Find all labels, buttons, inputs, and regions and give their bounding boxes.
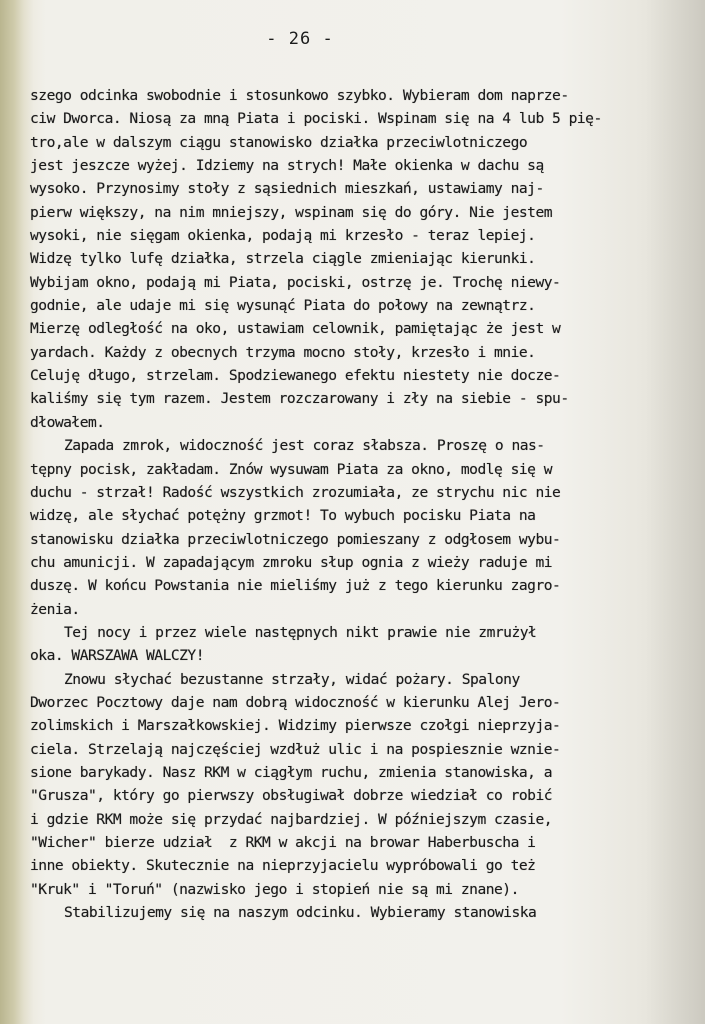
text-line: Wybijam okno, podają mi Piata, pociski, ostrzę je. Trochę niewy- <box>30 273 561 291</box>
text-line: i gdzie RKM może się przydać najbardziej. W późniejszym czasie, <box>30 810 553 828</box>
text-line: tro,ale w dalszym ciągu stanowisko działka przeciwlotniczego <box>30 133 528 151</box>
text-line: Widzę tylko lufę działka, strzela ciągle zmieniając kierunki. <box>30 250 536 268</box>
text-line: chu amunicji. W zapadającym zmroku słup ognia z wieży raduje mi <box>30 553 553 571</box>
text-line: godnie, ale udaje mi się wysunąć Piata do połowy na zewnątrz. <box>30 297 536 315</box>
text-line: duchu - strzał! Radość wszystkich zrozumiała, ze strychu nic nie <box>30 483 561 501</box>
text-line: kaliśmy się tym razem. Jestem rozczarowany i zły na siebie - spu- <box>30 390 569 408</box>
text-line: duszę. W końcu Powstania nie mieliśmy już z tego kierunku zagro- <box>30 577 561 595</box>
text-line: szego odcinka swobodnie i stosunkowo szybko. Wybieram dom naprze- <box>30 87 569 104</box>
text-line: jest jeszcze wyżej. Idziemy na strych! Małe okienka w dachu są <box>30 157 544 175</box>
text-line: żenia. <box>30 600 80 618</box>
text-line: Celuję długo, strzelam. Spodziewanego efektu niestety nie doczе- <box>30 367 561 385</box>
text-line: "Grusza", który go pierwszy obsługiwał dobrze wiedział co robić <box>30 787 553 805</box>
text-line: stanowisku działka przeciwlotniczego pomieszany z odgłosem wybu- <box>30 530 561 548</box>
text-line: "Kruk" i "Toruń" (nazwisko jego i stopień nie są mi znane). <box>30 880 519 898</box>
text-line: ciw Dworca. Niosą za mną Piata i pociski. Wspinam się na 4 lub 5 pię- <box>30 110 602 128</box>
text-line: dłowałem. <box>30 413 105 431</box>
text-line: Dworzec Pocztowy daje nam dobrą widoczność w kierunku Alej Jero- <box>30 693 561 711</box>
text-line: Znowu słychać bezustanne strzały, widać pożary. Spalony <box>64 670 520 688</box>
text-line: zolimskich i Marszałkowskiej. Widzimy pierwsze czołgi nieprzyja- <box>30 717 561 735</box>
text-line: Tej nocy i przez wiele następnych nikt prawie nie zmrużył <box>64 623 537 641</box>
text-line: wysoki, nie sięgam okienka, podają mi krzesło - teraz lepiej. <box>30 227 536 245</box>
typed-body-text <box>30 84 690 924</box>
text-line: pierw większy, na nim mniejszy, wspinam się do góry. Nie jestem <box>30 203 553 221</box>
text-line: widzę, ale słychać potężny grzmot! To wybuch pocisku Piata na <box>30 507 536 525</box>
page-number: - 26 - <box>266 29 334 49</box>
text-line: Mierzę odległość na oko, ustawiam celownik, pamiętając że jest w <box>30 320 561 338</box>
text-line: "Wicher" bierze udział z RKM w akcji na browar Haberbuscha i <box>30 834 536 851</box>
text-line: ciela. Strzelają najczęściej wzdłuż ulic i na pospiesznie wznie- <box>30 740 561 758</box>
text-line: Zapada zmrok, widoczność jest coraz słabsza. Proszę o nas- <box>64 437 545 455</box>
text-line: oka. WARSZAWA WALCZY! <box>30 647 205 665</box>
text-line: tępny pocisk, zakładam. Znów wysuwam Piata za okno, modlę się w <box>30 460 553 478</box>
text-line: inne obiekty. Skutecznie na nieprzyjacielu wypróbowali go też <box>30 857 536 875</box>
text-line: yardach. Każdy z obecnych trzyma mocno stoły, krzesło i mnie. <box>30 343 536 361</box>
text-line: sione barykady. Nasz RKM w ciągłym ruchu, zmienia stanowiska, a <box>30 763 553 781</box>
text-line: wysoko. Przynosimy stoły z sąsiednich mieszkań, ustawiamy naj- <box>30 180 544 198</box>
text-line: Stabilizujemy się na naszym odcinku. Wybieramy stanowiska <box>64 904 537 922</box>
